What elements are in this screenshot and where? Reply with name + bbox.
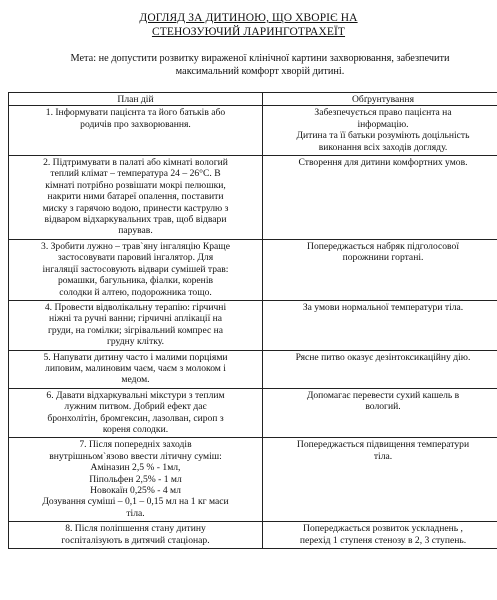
table-row xyxy=(9,300,497,350)
plan-cell xyxy=(9,438,263,522)
header-reason: Обґрунтування xyxy=(263,93,497,106)
reason-line: Рясне питво оказує дезінтоксикаційну дію. xyxy=(295,351,471,363)
table-row xyxy=(9,438,497,522)
reason-cell xyxy=(263,156,497,240)
plan-cell xyxy=(9,522,263,549)
plan-cell xyxy=(9,350,263,388)
plan-cell xyxy=(9,106,263,156)
reason-cell xyxy=(263,239,497,300)
plan-line: кімнаті потрібно розвішати мокрі пелюшки, xyxy=(45,179,226,191)
plan-cell xyxy=(9,388,263,438)
document-title xyxy=(0,11,497,39)
reason-cell xyxy=(263,106,497,156)
reason-line: тіла. xyxy=(373,450,393,462)
plan-line: відваром відхаркувальних трав, щоб відвари xyxy=(44,214,227,226)
table-row xyxy=(9,156,497,240)
plan-line: липовим, малиновим чаєм, чаєм з молоком і xyxy=(45,362,226,374)
plan-line: медом. xyxy=(121,374,150,386)
plan-line: 6. Давати відхаркувальні мікстури з теплим xyxy=(46,389,225,401)
plan-line: ромашки, багульника, фіалки, коренів xyxy=(57,275,214,287)
table-body xyxy=(9,106,497,549)
plan-line: грудну клітку. xyxy=(106,336,165,348)
plan-line: ніжні та ручні ванни; гірчичні аплікації на xyxy=(48,313,223,325)
plan-cell xyxy=(9,239,263,300)
table-row xyxy=(9,239,497,300)
reason-line: За умови нормальної температури тіла. xyxy=(302,301,464,313)
reason-line: Попереджається підвищення температури xyxy=(296,439,470,451)
goal-paragraph xyxy=(40,52,480,78)
reason-line: інформацію. xyxy=(357,118,409,130)
reason-cell xyxy=(263,522,497,549)
reason-line: Попереджається набряк підголосової xyxy=(307,240,459,252)
reason-cell xyxy=(263,350,497,388)
plan-line: накрити ними батареї опалення, поставити xyxy=(47,191,224,203)
plan-cell xyxy=(9,156,263,240)
table-row xyxy=(9,350,497,388)
plan-line: груди, на гомілки; зігрівальний компрес на xyxy=(48,324,223,336)
plan-line: Дозування суміші – 0,1 – 0,15 мл на 1 кг маси xyxy=(42,496,229,508)
plan-line: Піпольфен 2,5% - 1 мл xyxy=(89,473,182,485)
plan-line: 3. Зробити лужно – трав`яну інгаляцію Краще xyxy=(41,240,230,252)
plan-line: 5. Напувати дитину часто і малими порціями xyxy=(43,351,228,363)
plan-line: солодки й алтею, подорожника тощо. xyxy=(59,286,212,298)
plan-line: Новокаїн 0,25% - 4 мл xyxy=(90,485,181,496)
reason-line: перехід 1 ступеня стенозу в 2, 3 ступень. xyxy=(299,534,467,546)
goal-line-2: максимальний комфорт хворій дитині. xyxy=(175,66,345,77)
table-row xyxy=(9,388,497,438)
plan-line: теплий клімат – температура 24 – 26°С. В xyxy=(50,168,221,180)
care-plan-table xyxy=(8,92,497,549)
reason-line: Створення для дитини комфортних умов. xyxy=(298,157,468,169)
plan-line: тіла. xyxy=(126,507,145,519)
reason-line: порожнини гортані. xyxy=(342,252,424,264)
plan-line: внутрішньом`язово ввести літичну суміш: xyxy=(49,450,222,462)
reason-line: Забезпечується право пацієнта на xyxy=(314,107,452,119)
plan-line: госпіталізують в дитячий стаціонар. xyxy=(61,534,210,546)
reason-cell xyxy=(263,388,497,438)
goal-line-1: Мета: не допустити розвитку вираженої клінічної картини захворювання, забезпечити xyxy=(70,53,450,64)
plan-line: родичів про захворювання. xyxy=(80,118,191,130)
reason-line: Дитина та її батьки розуміють доцільність xyxy=(296,130,470,142)
plan-line: Аміназин 2,5 % - 1мл, xyxy=(90,462,181,474)
table-header-row xyxy=(9,93,497,106)
reason-line: виконання всіх заходів догляду. xyxy=(318,141,448,153)
reason-cell xyxy=(263,438,497,522)
plan-line: 2. Підтримувати в палаті або кімнаті вологий xyxy=(43,157,228,169)
plan-line: парував. xyxy=(118,225,153,237)
plan-line: лужним питвом. Добрий ефект дає xyxy=(64,401,207,413)
reason-line: вологий. xyxy=(365,401,401,413)
plan-line: 8. Після поліпшення стану дитину xyxy=(65,523,206,535)
table-row xyxy=(9,522,497,549)
plan-line: застосовувати паровий інгалятор. Для xyxy=(57,252,214,264)
plan-line: бронхолітін, бромгексин, лазолван, сироп з xyxy=(47,412,224,424)
reason-cell xyxy=(263,300,497,350)
plan-line: інгаляції застосовують відвари сумішей трав: xyxy=(42,263,229,275)
table-row xyxy=(9,106,497,156)
plan-line: миску з гарячою водою, принести каструлю з xyxy=(42,202,229,214)
reason-line: Попереджається розвиток ускладнень , xyxy=(303,523,463,535)
plan-line: 4. Провести відволікальну терапію: гірчичні xyxy=(44,301,227,313)
reason-line: Допомагає перевести сухий кашель в xyxy=(306,389,460,401)
plan-line: кореня солодки. xyxy=(102,423,169,435)
plan-cell xyxy=(9,300,263,350)
header-plan: План дій xyxy=(9,93,263,106)
title-line-1: ДОГЛЯД ЗА ДИТИНОЮ, ЩО ХВОРІЄ НА xyxy=(139,12,358,24)
title-line-2: СТЕНОЗУЮЧИЙ ЛАРИНГОТРАХЕЇТ xyxy=(151,26,346,38)
plan-line: 7. Після попередніх заходів xyxy=(79,439,192,451)
plan-line: 1. Інформувати пацієнта та його батьків або xyxy=(45,107,226,119)
